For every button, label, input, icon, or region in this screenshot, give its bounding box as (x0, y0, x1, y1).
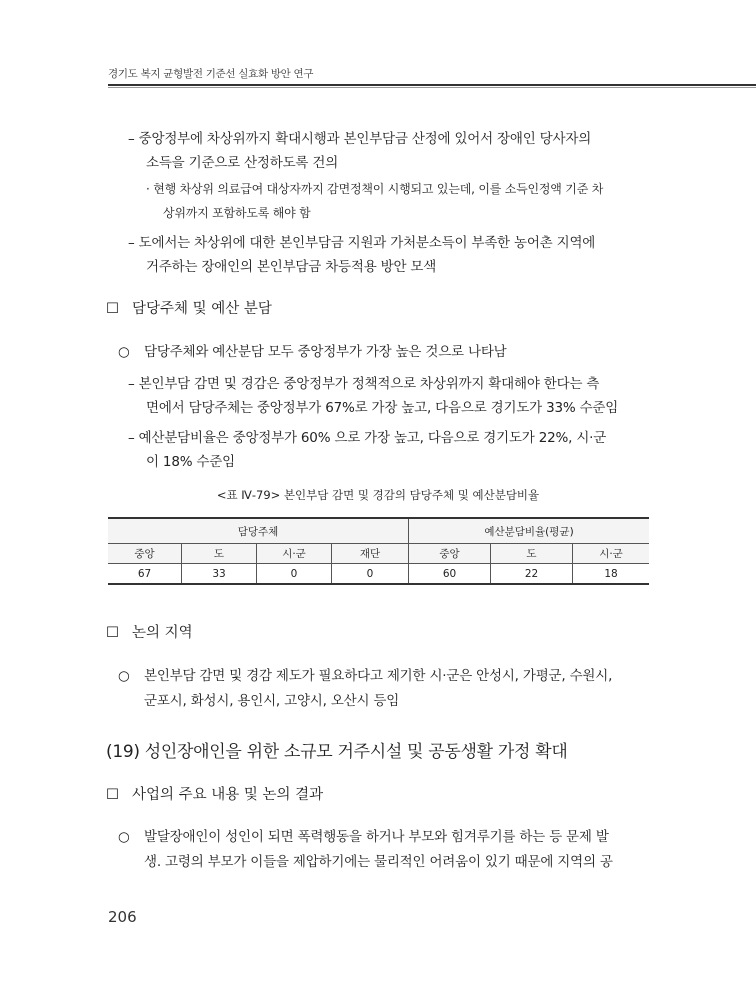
header-rule-thin (108, 87, 756, 88)
section-heading: 사업의 주요 내용 및 논의 결과 (132, 787, 324, 803)
table-cell: 0 (332, 564, 409, 585)
section-heading: 담당주체 및 예산 분담 (132, 301, 272, 317)
dot-item-cont: 상위까지 포함하도록 해야 함 (163, 206, 311, 220)
data-table (108, 517, 649, 585)
circle-item: 담당주체와 예산분담 모두 중앙정부가 가장 높은 것으로 나타남 (144, 344, 507, 360)
column-header: 시·군 (257, 544, 332, 564)
group-header-budget-share: 예산분담비율(평균) (409, 518, 650, 544)
table-header-row (108, 544, 649, 564)
checkbox-symbol: ☐ (106, 625, 119, 641)
dash-item-cont: 거주하는 장애인의 본인부담금 차등적용 방안 모색 (146, 259, 437, 275)
column-header: 중앙 (108, 544, 182, 564)
section-heading: 논의 지역 (132, 625, 193, 641)
circle-item-cont: 군포시, 화성시, 용인시, 고양시, 오산시 등임 (144, 693, 400, 709)
circle-item: 본인부담 감면 및 경감 제도가 필요하다고 제기한 시·군은 안성시, 가평군, 수원시, (144, 668, 613, 684)
table-cell: 60 (409, 564, 491, 585)
table-cell: 67 (108, 564, 182, 585)
table-row (108, 564, 649, 585)
group-header-responsibility: 담당주체 (108, 518, 409, 544)
page-number: 206 (108, 908, 137, 926)
dash-item-cont: 이 18% 수준임 (146, 454, 235, 470)
dash-item-cont: 면에서 담당주체는 중앙정부가 67%로 가장 높고, 다음으로 경기도가 33% 수준임 (146, 400, 619, 416)
dash-item: – 예산분담비율은 중앙정부가 60% 으로 가장 높고, 다음으로 경기도가 22%, 시·군 (128, 430, 607, 446)
header-rule (108, 84, 756, 86)
circle-item: 발달장애인이 성인이 되면 폭력행동을 하거나 부모와 힘겨루기를 하는 등 문제 발 (144, 829, 609, 845)
table-cell: 22 (491, 564, 573, 585)
circle-bullet: ○ (118, 829, 130, 845)
column-header: 도 (491, 544, 573, 564)
subsection-title: (19) 성인장애인을 위한 소규모 거주시설 및 공동생활 가정 확대 (106, 742, 568, 762)
checkbox-symbol: ☐ (106, 301, 119, 317)
checkbox-symbol: ☐ (106, 787, 119, 803)
circle-bullet: ○ (118, 344, 130, 360)
table-caption: <표 Ⅳ-79> 본인부담 감면 및 경감의 담당주체 및 예산분담비율 (216, 488, 540, 502)
circle-bullet: ○ (118, 668, 130, 684)
dash-item: – 중앙정부에 차상위까지 확대시행과 본인부담금 산정에 있어서 장애인 당사자의 (128, 131, 592, 147)
table-cell: 33 (182, 564, 257, 585)
dot-item: · 현행 차상위 의료급여 대상자까지 감면정책이 시행되고 있는데, 이를 소득인정액 기준 차 (146, 182, 604, 196)
column-header: 중앙 (409, 544, 491, 564)
dash-item-cont: 소득을 기준으로 산정하도록 건의 (146, 155, 339, 171)
table-cell: 18 (573, 564, 650, 585)
column-header: 시·군 (573, 544, 650, 564)
column-header: 재단 (332, 544, 409, 564)
dash-item: – 도에서는 차상위에 대한 본인부담금 지원과 가처분소득이 부족한 농어촌 지역에 (128, 235, 596, 251)
table-cell: 0 (257, 564, 332, 585)
running-header: 경기도 복지 균형발전 기준선 실효화 방안 연구 (108, 68, 314, 80)
table-group-row (108, 518, 649, 544)
column-header: 도 (182, 544, 257, 564)
dash-item: – 본인부담 감면 및 경감은 중앙정부가 정책적으로 차상위까지 확대해야 한다는 측 (128, 376, 600, 392)
circle-item-cont: 생. 고령의 부모가 이들을 제압하기에는 물리적인 어려움이 있기 때문에 지역의 공 (144, 854, 613, 870)
